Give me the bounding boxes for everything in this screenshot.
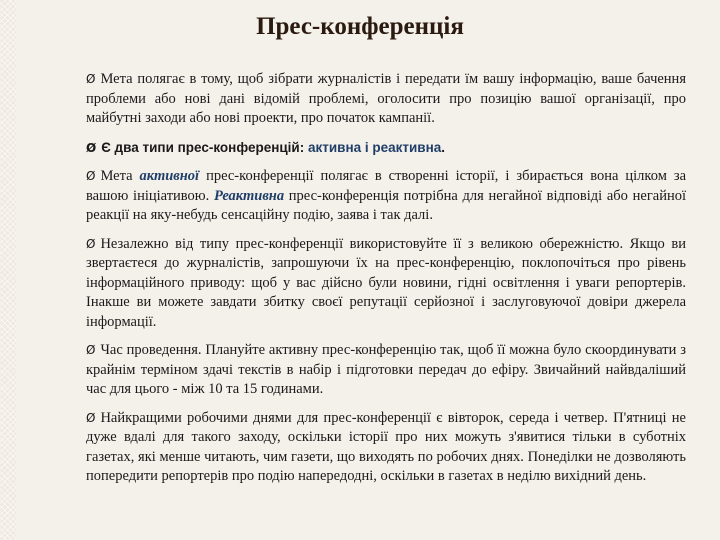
types-highlight: активна і реактивна xyxy=(307,139,442,155)
slide-content xyxy=(86,70,686,496)
paragraph-active-reactive xyxy=(86,167,686,226)
active-text-b: прес-конференції полягає в створенні історії, і збирається вона цілком за вашою ініціативою. xyxy=(86,168,687,204)
bullet-arrow-icon: Ø xyxy=(86,236,96,251)
bullet-arrow-icon: Ø xyxy=(86,72,96,86)
paragraph-timing xyxy=(86,341,686,400)
types-tail: . xyxy=(441,139,446,155)
paragraph-timing-text: Час проведення. Плануйте активну прес-конференцію так, щоб її можна було скоординувати з крайнім терміном здачі текстів в набір і підготовки передач до ефіру. Звичайний найвдаліший час для цього - між 10 та 15 годинами. xyxy=(86,342,686,397)
reactive-emphasis: Реактивна xyxy=(213,187,285,204)
active-text-a: Мета xyxy=(100,168,140,184)
paragraph-days xyxy=(86,409,686,487)
bullet-arrow-icon: Ø xyxy=(86,410,96,425)
paragraph-goal-text: Мета полягає в тому, щоб зібрати журналістів і передати їм вашу інформацію, ваше бачення проблеми або нові дані відомій проблемі, оголосити про позицію вашої організації, про майбутні заходи або нові проекти, про початок кампанії. xyxy=(86,71,686,126)
bullet-arrow-icon: Ø xyxy=(86,169,96,183)
active-emphasis: активної xyxy=(139,168,200,184)
paragraph-goal xyxy=(86,70,686,129)
paragraph-days-text: Найкращими робочими днями для прес-конференції є вівторок, середа і четвер. П'ятниці не дуже вдалі для такого заходу, оскільки історії про них можуть з'явитися тільки в суботніх газетах, які менше читають, чим газети, що виходять по робочих днях. Понеділки не дозволяють попередити репортерів про подію напередодні, оскільки в газетах в неділю вихідний день. xyxy=(86,409,686,484)
paragraph-types xyxy=(86,138,686,159)
bullet-arrow-icon: Ø xyxy=(86,343,96,357)
types-lead: Є два типи прес-конференцій: xyxy=(101,139,308,155)
paragraph-caution-text: Незалежно від типу прес-конференції використовуйте її з великою обережністю. Якщо ви звертаєтеся до журналістів, запрошуючи їх на прес-конференцію, поклопочіться про рівень інформаційного приводу: щоб у вас дійсно були новини, гідні освітлення і уваги репортерів. Інакше ви можете завдати збитку своєї репутації серйозної і заслуговуючої довіри джерела інформації. xyxy=(86,235,686,330)
active-text-c: прес-конференція потрібна для негайної відповіді або негайної реакції на яку-небудь сенсаційну подію, заява і так далі. xyxy=(86,187,687,223)
paragraph-caution xyxy=(86,235,686,333)
page-title: Прес-конференція xyxy=(256,13,464,40)
bullet-arrow-icon: Ø xyxy=(86,140,97,155)
